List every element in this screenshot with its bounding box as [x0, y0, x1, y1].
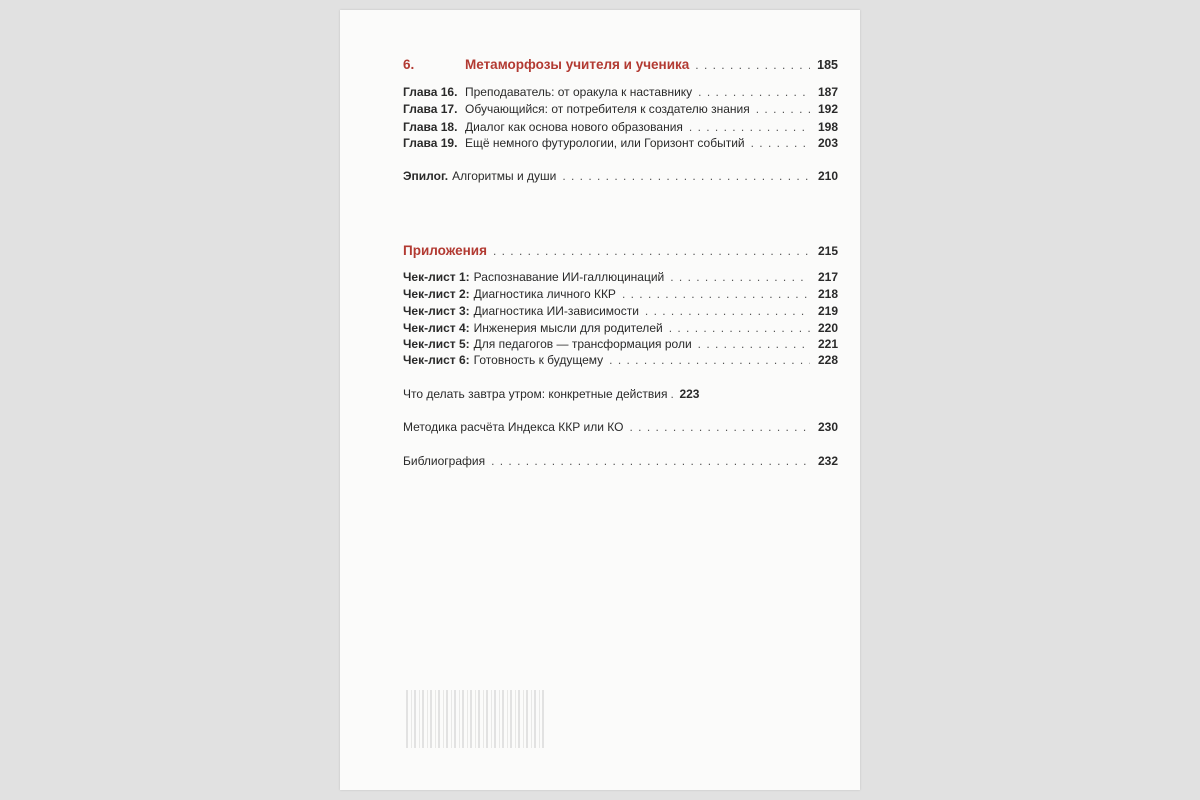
checklist-title: Распознавание ИИ-галлюцинаций — [473, 270, 665, 284]
toc-checklist-6[interactable] — [403, 353, 838, 367]
checklist-title: Диагностика личного ККР — [473, 287, 616, 301]
leader-dots — [493, 244, 810, 258]
toc-tomorrow-actions[interactable] — [403, 387, 838, 401]
toc-checklist-2[interactable] — [403, 287, 838, 301]
toc-checklist-3[interactable] — [403, 304, 838, 318]
page-number: 187 — [817, 85, 838, 99]
page-number: 217 — [817, 270, 838, 284]
chapter-label: Глава 19. — [403, 136, 458, 150]
checklist-label: Чек-лист 1: — [403, 270, 470, 284]
epilogue-title: Алгоритмы и души — [452, 169, 557, 183]
leader-dots — [670, 270, 810, 284]
leader-dots — [645, 304, 810, 318]
page-number: 203 — [817, 136, 838, 150]
checklist-title: Диагностика ИИ-зависимости — [473, 304, 639, 318]
leader-dots — [491, 454, 810, 468]
leader-dots — [756, 102, 810, 116]
leader-dots — [629, 420, 810, 434]
checklist-label: Чек-лист 5: — [403, 337, 470, 351]
page-number: 223 — [679, 387, 700, 401]
toc-appendices[interactable] — [403, 244, 838, 258]
chapter-label: Глава 17. — [403, 102, 458, 116]
toc-chapter-16[interactable] — [403, 85, 838, 99]
checklist-label: Чек-лист 4: — [403, 321, 470, 335]
toc-epilogue[interactable] — [403, 169, 838, 183]
entry-title: Библиография — [403, 454, 486, 468]
page-number: 228 — [817, 353, 838, 367]
leader-dots — [622, 287, 810, 301]
toc-checklist-5[interactable] — [403, 337, 838, 351]
page-number: 232 — [817, 454, 838, 468]
page-number: 210 — [817, 169, 838, 183]
toc-checklist-1[interactable] — [403, 270, 838, 284]
barcode-bleedthrough — [404, 690, 544, 748]
checklist-label: Чек-лист 3: — [403, 304, 470, 318]
chapter-title: Обучающийся: от потребителя к создателю знания — [465, 102, 750, 116]
leader-dots — [751, 136, 810, 150]
leader-dots — [695, 58, 810, 72]
toc-chapter-17[interactable] — [403, 102, 838, 116]
checklist-title: Инженерия мысли для родителей — [473, 321, 663, 335]
page-number: 220 — [817, 321, 838, 335]
part-title: Метаморфозы учителя и ученика — [465, 57, 690, 72]
chapter-title: Ещё немного футурологии, или Горизонт событий — [465, 136, 745, 150]
checklist-label: Чек-лист 2: — [403, 287, 470, 301]
chapter-title: Диалог как основа нового образования — [465, 120, 683, 134]
leader-dots — [698, 337, 810, 351]
leader-dots — [562, 169, 810, 183]
epilogue-label: Эпилог. — [403, 169, 449, 183]
leader-dots — [698, 85, 810, 99]
page-number: 185 — [817, 58, 838, 72]
chapter-title: Преподаватель: от оракула к наставнику — [465, 85, 693, 99]
page-number: 192 — [817, 102, 838, 116]
book-page — [340, 10, 860, 790]
entry-title: Методика расчёта Индекса ККР или КО — [403, 420, 624, 434]
page-number: 198 — [817, 120, 838, 134]
page-number: 218 — [817, 287, 838, 301]
checklist-label: Чек-лист 6: — [403, 353, 470, 367]
appendices-title: Приложения — [403, 243, 487, 258]
checklist-title: Готовность к будущему — [473, 353, 604, 367]
toc-chapter-19[interactable] — [403, 136, 838, 150]
leader-dots — [670, 387, 674, 401]
toc-checklist-4[interactable] — [403, 321, 838, 335]
toc-bibliography[interactable] — [403, 454, 838, 468]
toc-part-6[interactable] — [403, 58, 838, 72]
leader-dots — [609, 353, 810, 367]
page-number: 219 — [817, 304, 838, 318]
toc-index-method[interactable] — [403, 420, 838, 434]
chapter-label: Глава 16. — [403, 85, 458, 99]
chapter-label: Глава 18. — [403, 120, 458, 134]
leader-dots — [669, 321, 810, 335]
page-number: 215 — [817, 244, 838, 258]
page-number: 221 — [817, 337, 838, 351]
part-number: 6. — [403, 57, 415, 72]
page-number: 230 — [817, 420, 838, 434]
entry-title: Что делать завтра утром: конкретные действия — [403, 387, 668, 401]
leader-dots — [689, 120, 810, 134]
checklist-title: Для педагогов — трансформация роли — [473, 337, 692, 351]
toc-chapter-18[interactable] — [403, 120, 838, 134]
